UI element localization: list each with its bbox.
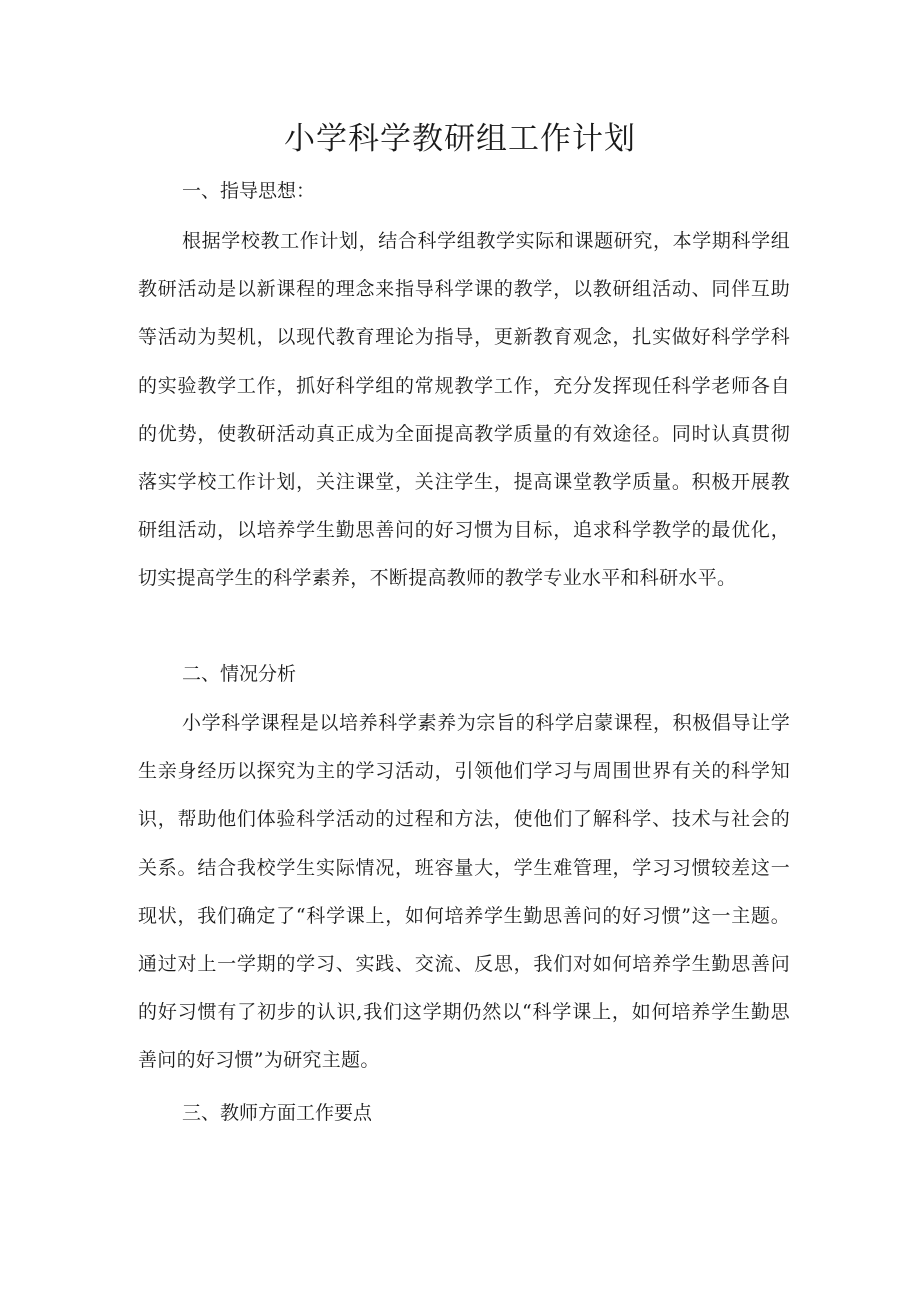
section-paragraph-guiding-ideology: 根据学校教工作计划，结合科学组教学实际和课题研究，本学期科学组教研活动是以新课程的理念来指导科学课的教学，以教研组活动、同伴互助等活动为契机，以现代教育理论为指导，更新教育观念，扎实做好科学学科的实验教学工作，抓好科学组的常规教学工作，充分发挥现任科学老师各自的优势，使教研活动真正成为全面提高教学质量的有效途径。同时认真贯彻落实学校工作计划，关注课堂，关注学生，提高课堂教学质量。积极开展教研组活动，以培养学生勤思善问的好习惯为目标，追求科学教学的最优化，切实提高学生的科学素养，不断提高教师的教学专业水平和科研水平。 — [138, 230, 790, 590]
section-heading-situation-analysis: 二、情况分析 — [182, 663, 297, 685]
section-paragraph-situation-analysis: 小学科学课程是以培养科学素养为宗旨的科学启蒙课程，积极倡导让学生亲身经历以探究为主的学习活动，引领他们学习与周围世界有关的科学知识，帮助他们体验科学活动的过程和方法，使他们了解科学、技术与社会的关系。结合我校学生实际情况，班容量大，学生难管理，学习习惯较差这一现状，我们确定了“科学课上，如何培养学生勤思善问的好习惯”这一主题。通过对上一学期的学习、实践、交流、反思，我们对如何培养学生勤思善问的好习惯有了初步的认识,我们这学期仍然以“科学课上，如何培养学生勤思善问的好习惯”为研究主题。 — [138, 712, 790, 1072]
section-heading-guiding-ideology: 一、指导思想： — [182, 180, 316, 202]
section-heading-teacher-work-points: 三、教师方面工作要点 — [182, 1102, 373, 1124]
document-title: 小学科学教研组工作计划 — [284, 121, 636, 157]
